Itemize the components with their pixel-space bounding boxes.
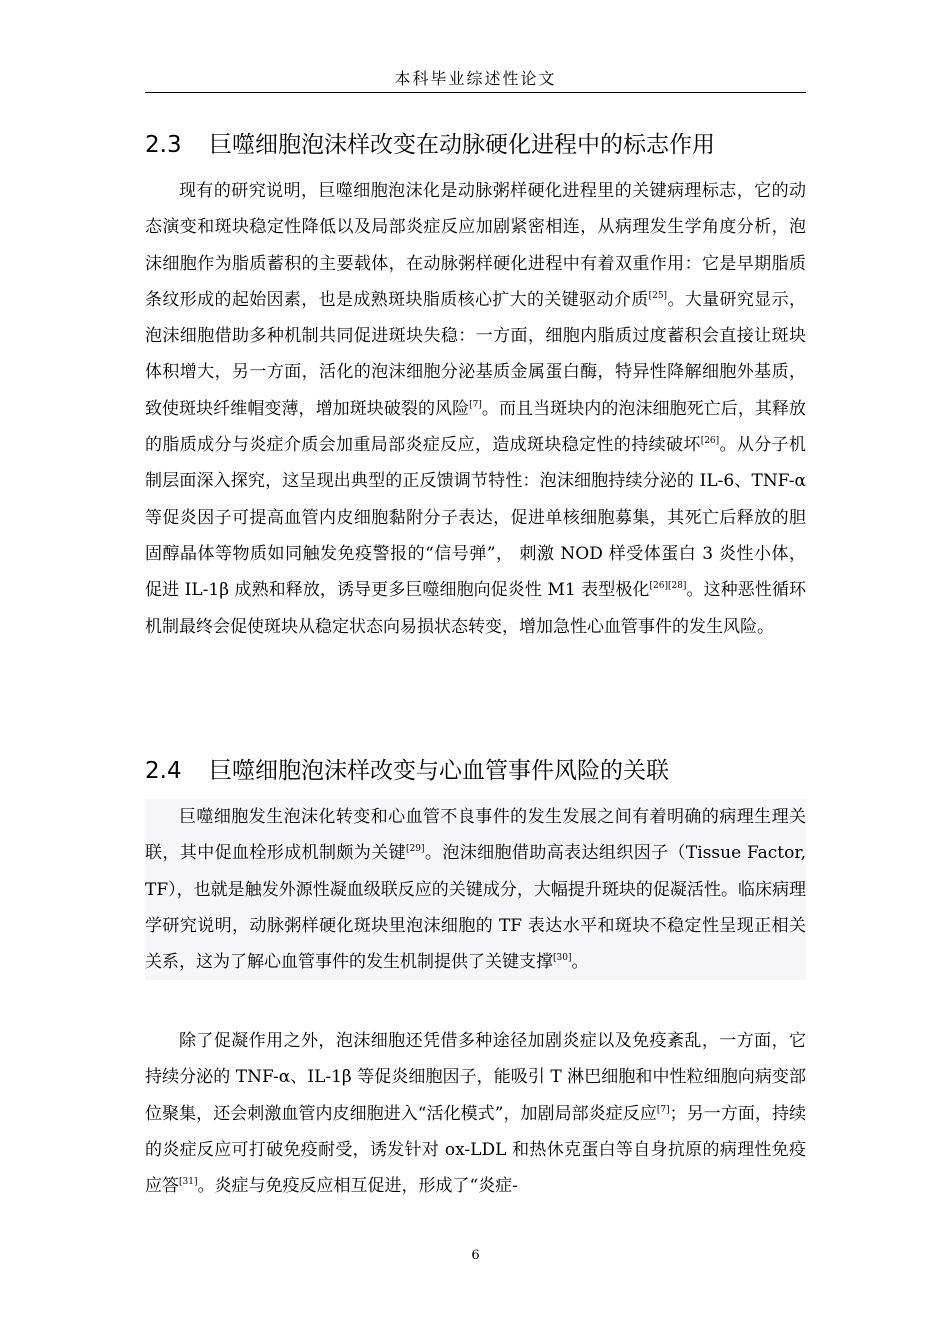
citation: [25] [648,290,668,301]
page-number: 6 [471,1248,480,1263]
citation: [7] [656,1104,670,1115]
running-header: 本科毕业综述性论文 [394,69,557,88]
section-heading-2-4 [145,752,806,785]
paragraph-2-3-1 [145,173,806,645]
paragraph-2-4-2 [145,1023,806,1204]
citation: [30] [553,953,572,964]
text-run: 。从分子机制层面深入探究，这呈现出典型的正反馈调节特性：泡沫细胞持续分泌的 IL-6、TNF-α 等促炎因子可提高血管内皮细胞黏附分子表达，促进单核细胞募集，其死亡后释放的胆固醇晶体等物质如同触发免疫警报的“信号弹”， 刺激 NOD 样受体蛋白 3 炎性小体， 促进 IL-1β 成熟和释放，诱导更多巨噬细胞向促炎性 M1 表型极化 [145,435,806,601]
text-run: 。泡沫细胞借助高表达组织因子（Tissue Factor, TF），也就是触发外源性凝血级联反应的关键成分，大幅提升斑块的促凝活性。临床病理学研究说明，动脉粥样硬化斑块里泡沫细胞的 TF 表达水平和斑块不稳定性呈现正相关关系，这为了解心血管事件的发生机制提供了关键支撑 [145,843,807,973]
section-title: 巨噬细胞泡沫样改变在动脉硬化进程中的标志作用 [209,132,715,158]
citation: [26] [700,436,720,447]
text-run: 巨噬细胞发生泡沫化转变和心血管不良事件的发生发展之间有着明确的病理生理关联，其中促血栓形成机制颇为关键 [145,807,806,864]
section-heading-2-3 [145,126,806,159]
citation: [7] [469,399,482,410]
text-run: 除了促凝作用之外，泡沫细胞还凭借多种途径加剧炎症以及免疫紊乱，一方面，它持续分泌的 TNF-α、IL-1β 等促炎细胞因子，能吸引 T 淋巴细胞和中性粒细胞向病变部位聚集，还会刺激血管内皮细胞进入“活化模式”，加剧局部炎症反应 [145,1031,806,1124]
text-run: 现有的研究说明，巨噬细胞泡沫化是动脉粥样硬化进程里的关键病理标志，它的动态演变和斑块稳定性降低以及局部炎症反应加剧紧密相连，从病理发生学角度分析，泡沫细胞作为脂质蓄积的主要载体，在动脉粥样硬化进程中有着双重作用：它是早期脂质条纹形成的起始因素，也是成熟斑块脂质核心扩大的关键驱动介质 [145,181,806,310]
section-title: 巨噬细胞泡沫样改变与心血管事件风险的关联 [209,758,669,784]
text-run: 。 [571,952,589,973]
section-number: 2.3 [145,132,182,158]
text-run: ；另一方面，持续的炎症反应可打破免疫耐受，诱发针对 ox-LDL 和热休克蛋白等自身抗原的病理性免疫应答 [145,1103,806,1197]
paragraph-2-4-1 [145,799,806,980]
text-run: 。这种恶性循环机制最终会促使斑块从稳定状态向易损状态转变，增加急性心血管事件的发生风险。 [145,580,806,637]
citation: [31] [179,1177,198,1188]
header-rule [145,92,806,93]
text-run: 。炎症与免疫反应相互促进，形成了“炎症- [197,1176,518,1197]
text-run: 。大量研究显示，泡沫细胞借助多种机制共同促进斑块失稳：一方面，细胞内脂质过度蓄积会直接让斑块体积增大，另一方面，活化的泡沫细胞分泌基质金属蛋白酶，特异性降解细胞外基质，致使斑块纤维帽变薄，增加斑块破裂的风险 [145,289,807,419]
section-number: 2.4 [145,758,182,784]
citation: [26][28] [649,581,687,592]
citation: [29] [406,844,425,855]
text-run: 。而且当斑块内的泡沫细胞死亡后，其释放的脂质成分与炎症介质会加重局部炎症反应，造成斑块稳定性的持续破坏 [145,398,806,456]
